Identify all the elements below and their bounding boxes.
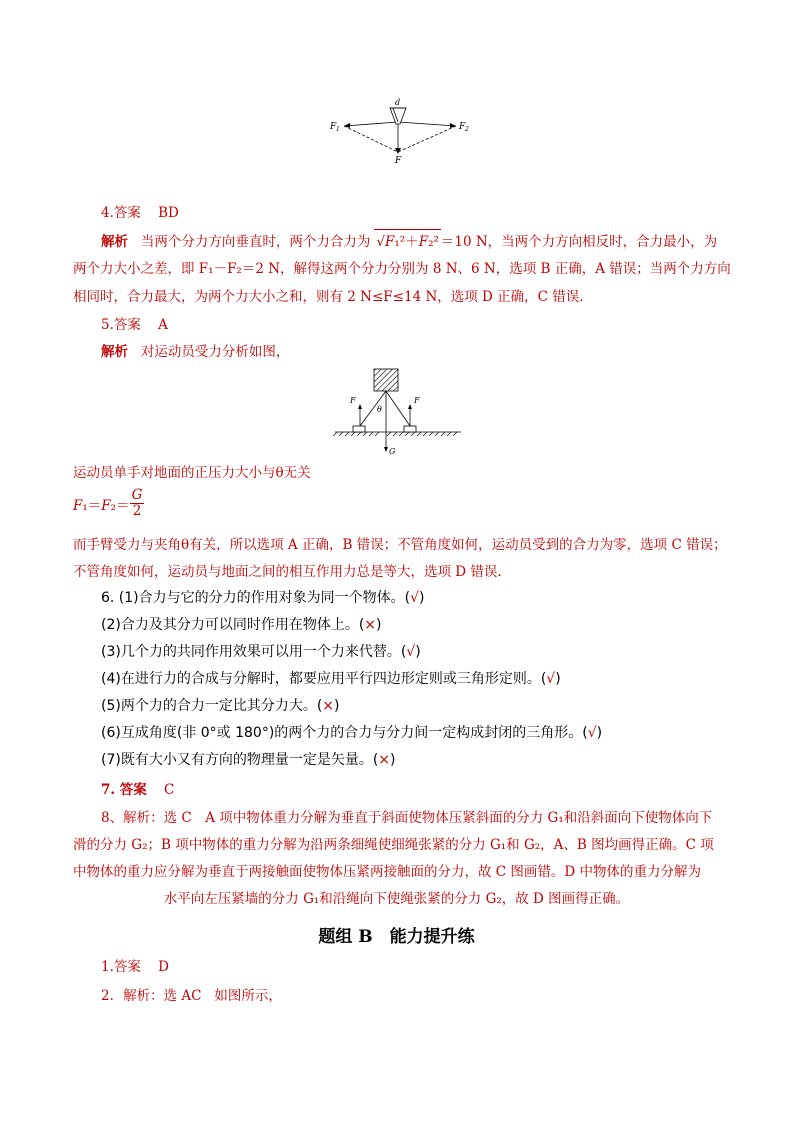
q4-line1a: 当两个分力方向垂直时，两个力合力为 bbox=[140, 234, 371, 250]
b2-line bbox=[101, 984, 282, 1004]
fig1-label-d: d bbox=[395, 98, 401, 107]
q8-line4: 水平向左压紧墙的分力 G₁和沿绳向下使绳张紧的分力 G₂，故 D 图画得正确。 bbox=[163, 891, 630, 907]
q6-item: (7)既有大小又有方向的物理量一定是矢量。(×) bbox=[101, 752, 396, 768]
fig1-label-f1: F bbox=[330, 122, 337, 132]
sqrt-formula: √F₁²＋F₂² bbox=[374, 229, 441, 250]
fig2-label-theta: θ bbox=[377, 405, 382, 414]
fig2-label-f2: F bbox=[414, 396, 420, 405]
q5-head: 5.答案 bbox=[101, 317, 141, 333]
q5-line4: 不管角度如何，运动员与地面之间的相互作用力总是等大，选项 D 错误. bbox=[73, 564, 502, 580]
q5-answer: A bbox=[158, 317, 168, 333]
b2-head: 2．解析：选 AC bbox=[101, 988, 202, 1004]
q8-line2: 滑的分力 G₂；B 项中物体的重力分解为沿两条细绳使细绳张紧的分力 G₁和 G₂，A、B 图均画得正确。C 项 bbox=[73, 837, 714, 853]
q6-item: (2)合力及其分力可以同时作用在物体上。(×) bbox=[101, 617, 382, 633]
q6-item: 6. (1)合力与它的分力的作用对象为同一个物体。(√) bbox=[101, 590, 425, 606]
force-parallelogram-figure bbox=[326, 96, 476, 166]
q4-head: 4.答案 bbox=[101, 205, 141, 221]
q6-item: (5)两个力的合力一定比其分力大。(×) bbox=[101, 698, 340, 714]
q5-answer-line bbox=[101, 313, 168, 333]
q5-line1-text: 对运动员受力分析如图， bbox=[140, 344, 290, 360]
q6-item: (6)互成角度(非 0°或 180°)的两个力的合力与分力间一定构成封闭的三角形。(√) bbox=[101, 725, 603, 741]
q4-line3: 相同时，合力最大，为两个力大小之和，则有 2 N≤F≤14 N，选项 D 正确，C 错误. bbox=[73, 289, 584, 305]
b1-answer-line bbox=[101, 955, 169, 975]
q4-jiexi: 解析 bbox=[101, 234, 128, 250]
q7-head: 7. 答案 bbox=[101, 782, 147, 798]
q4-answer-line bbox=[101, 201, 179, 221]
q6-item: (4)在进行力的合成与分解时，都要应用平行四边形定则或三角形定则。(√) bbox=[101, 671, 561, 687]
q4-line1b: ＝10 N，当两个力方向相反时，合力最小，为 bbox=[440, 234, 718, 250]
fig1-label-f2-sub: 2 bbox=[465, 126, 469, 133]
section-title: 题组 B 能力提升练 bbox=[318, 927, 475, 947]
fig2-label-g: G bbox=[389, 447, 396, 456]
q6-item: (3)几个力的共同作用效果可以用一个力来代替。(√) bbox=[101, 644, 421, 660]
q4-line1 bbox=[101, 229, 717, 250]
b1-head: 1.答案 bbox=[101, 959, 141, 975]
q5-jiexi: 解析 bbox=[101, 344, 128, 360]
q7-answer-line bbox=[101, 778, 174, 798]
q8-line1: 8、解析：选 C A 项中物体重力分解为垂直于斜面使物体压紧斜面的分力 G₁和沿斜面向下使物体向下 bbox=[101, 810, 713, 826]
athlete-force-figure bbox=[333, 366, 465, 458]
fig1-label-f1-sub: 1 bbox=[336, 126, 340, 133]
q4-line2: 两个力大小之差，即 F₁－F₂＝2 N，解得这两个分力分别为 8 N、6 N，选项 B 正确，A 错误；当两个力方向 bbox=[73, 261, 731, 277]
b2-rest: 如图所示， bbox=[214, 988, 282, 1004]
q5-formula: F₁＝F₂＝ $\frac{G}{2}$ bbox=[73, 487, 143, 519]
q4-answer: BD bbox=[158, 205, 179, 221]
fig2-label-f1: F bbox=[350, 396, 356, 405]
q5-line1 bbox=[101, 340, 289, 360]
fig1-label-f: F bbox=[395, 156, 402, 166]
q5-line3: 而手臂受力与夹角θ有关，所以选项 A 正确，B 错误；不管角度如何，运动员受到的合力为零，选项 C 错误； bbox=[73, 537, 727, 553]
fig1-label-f2: F bbox=[459, 122, 466, 132]
q5-line2: 运动员单手对地面的正压力大小与θ无关 bbox=[73, 465, 311, 481]
q7-answer: C bbox=[163, 782, 175, 798]
q8-line3: 中物体的重力应分解为垂直于两接触面使物体压紧两接触面的分力，故 C 图画错。D 中物体的重力分解为 bbox=[73, 864, 702, 880]
b1-answer: D bbox=[158, 959, 169, 975]
